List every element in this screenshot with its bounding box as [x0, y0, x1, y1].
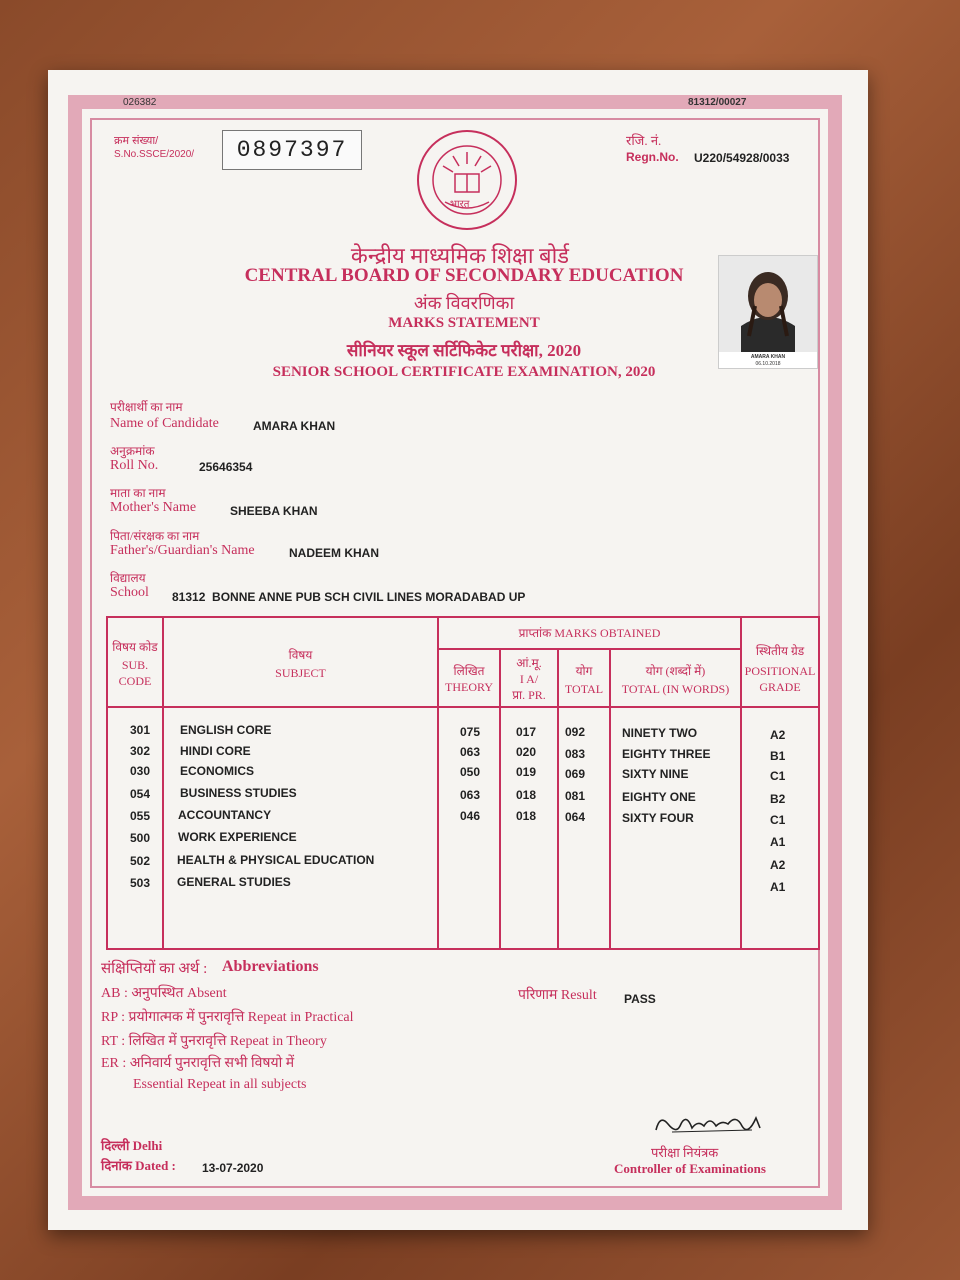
header-theory-hindi: लिखित [453, 664, 485, 678]
top-left-code: 026382 [123, 97, 157, 108]
header-words-english: TOTAL (IN WORDS) [621, 682, 730, 696]
row-grade: A1 [770, 880, 786, 894]
school-value: 81312 BONNE ANNE PUB SCH CIVIL LINES MORADABAD UP [172, 590, 526, 604]
board-name-english: CENTRAL BOARD OF SECONDARY EDUCATION [244, 265, 684, 286]
abbr-repeat-practical: RP : प्रयोगात्मक में पुनरावृत्ति Repeat in Practical [101, 1010, 354, 1025]
row-grade: C1 [770, 769, 786, 783]
controller-hindi: परीक्षा नियंत्रक [651, 1145, 719, 1160]
row-ia: 019 [516, 765, 537, 779]
row-words: SIXTY FOUR [622, 811, 694, 825]
dated-value: 13-07-2020 [202, 1161, 264, 1175]
row-grade: C1 [770, 813, 786, 827]
school-label-hindi: विद्यालय [110, 571, 146, 585]
header-grade-english: POSITIONAL [744, 664, 816, 678]
row-ia: 018 [516, 788, 537, 802]
row-total: 092 [565, 725, 586, 739]
regn-label-hindi: रजि. नं. [626, 133, 662, 148]
row-code: 301 [130, 723, 151, 737]
row-grade: A2 [770, 728, 786, 742]
row-theory: 075 [460, 725, 481, 739]
row-theory: 046 [460, 809, 481, 823]
row-theory: 050 [460, 765, 481, 779]
roll-number-value: 25646354 [199, 460, 253, 474]
row-code: 054 [130, 787, 151, 801]
abbreviations-title-hindi: संक्षिप्तियों का अर्थ : [101, 961, 208, 977]
row-subject: BUSINESS STUDIES [180, 786, 297, 800]
row-theory: 063 [460, 788, 481, 802]
row-total: 069 [565, 767, 586, 781]
header-code-en2: CODE [118, 674, 152, 688]
father-label: Father's/Guardian's Name [110, 543, 255, 558]
header-theory-english: THEORY [445, 680, 493, 694]
header-grade-hindi: स्थितीय ग्रेड [755, 644, 805, 658]
father-name-value: NADEEM KHAN [289, 546, 379, 560]
photo-name: AMARA KHAN [750, 354, 786, 360]
header-subject-english: SUBJECT [275, 666, 326, 680]
abbr-absent: AB : अनुपस्थित Absent [101, 986, 227, 1001]
row-ia: 017 [516, 725, 537, 739]
logo-caption: भारत [450, 199, 470, 210]
abbr-repeat-theory: RT : लिखित में पुनरावृत्ति Repeat in Theory [101, 1034, 327, 1049]
mother-label-hindi: माता का नाम [110, 486, 166, 500]
row-grade: A2 [770, 858, 786, 872]
abbr-essential-repeat-english: Essential Repeat in all subjects [133, 1077, 307, 1092]
cbse-logo-icon [415, 128, 519, 232]
mother-name-value: SHEEBA KHAN [230, 504, 318, 518]
row-code: 030 [130, 764, 151, 778]
header-grade-english2: GRADE [759, 680, 801, 694]
controller-english: Controller of Examinations [614, 1161, 766, 1176]
row-words: EIGHTY THREE [622, 747, 711, 761]
serial-number: 0897397 [222, 130, 362, 170]
row-total: 081 [565, 789, 586, 803]
row-subject: ENGLISH CORE [180, 723, 272, 737]
row-divider [437, 648, 740, 650]
header-marks-obtained: प्राप्तांक MARKS OBTAINED [518, 626, 661, 640]
father-label-hindi: पिता/संरक्षक का नाम [110, 529, 200, 543]
row-total: 083 [565, 747, 586, 761]
dated-label: दिनांक Dated : [101, 1158, 176, 1173]
header-code-en: SUB. [121, 658, 149, 672]
header-total-english: TOTAL [564, 682, 604, 696]
place: दिल्ली Delhi [101, 1138, 163, 1153]
row-grade: B2 [770, 792, 786, 806]
statement-hindi: अंक विवरणिका [413, 293, 515, 313]
header-words-hindi: योग (शब्दों में) [645, 664, 706, 678]
row-words: NINETY TWO [622, 726, 698, 740]
result-label: परिणाम Result [518, 988, 597, 1003]
regn-label-english: Regn.No. [626, 150, 679, 164]
candidate-name-value: AMARA KHAN [253, 419, 336, 433]
marks-table [106, 616, 820, 950]
row-grade: A1 [770, 835, 786, 849]
row-grade: B1 [770, 749, 786, 763]
row-code: 055 [130, 809, 151, 823]
photo-date: 06.10.2018 [755, 361, 781, 367]
candidate-name-label: Name of Candidate [110, 416, 219, 431]
row-subject: WORK EXPERIENCE [178, 830, 297, 844]
header-subject-hindi: विषय [288, 648, 313, 662]
header-divider [108, 706, 818, 708]
row-subject: ACCOUNTANCY [178, 808, 272, 822]
row-subject: HEALTH & PHYSICAL EDUCATION [177, 853, 375, 867]
header-code-hindi: विषय कोड [112, 640, 158, 654]
exam-name-english: SENIOR SCHOOL CERTIFICATE EXAMINATION, 2020 [272, 364, 656, 380]
row-words: EIGHTY ONE [622, 790, 696, 804]
top-right-code: 81312/00027 [688, 97, 747, 108]
row-code: 500 [130, 831, 151, 845]
serial-label-hindi: क्रम संख्या/ [114, 135, 159, 147]
abbr-essential-repeat: ER : अनिवार्य पुनरावृत्ति सभी विषयो में [101, 1056, 295, 1071]
row-subject: ECONOMICS [180, 764, 255, 778]
signature-icon [652, 1106, 770, 1145]
candidate-photo [718, 255, 818, 369]
abbreviations-title: Abbreviations [222, 958, 319, 975]
row-code: 302 [130, 744, 151, 758]
result-value: PASS [624, 992, 656, 1006]
row-ia: 018 [516, 809, 537, 823]
row-total: 064 [565, 810, 586, 824]
statement-english: MARKS STATEMENT [388, 315, 540, 331]
row-words: SIXTY NINE [622, 767, 689, 781]
board-name-hindi: केन्द्रीय माध्यमिक शिक्षा बोर्ड [350, 243, 570, 268]
row-code: 502 [130, 854, 151, 868]
exam-name-hindi: सीनियर स्कूल सर्टिफिकेट परीक्षा, 2020 [346, 341, 582, 360]
candidate-name-label-hindi: परीक्षार्थी का नाम [110, 400, 183, 414]
roll-label: Roll No. [110, 458, 159, 473]
row-code: 503 [130, 876, 151, 890]
mother-label: Mother's Name [110, 500, 197, 515]
row-theory: 063 [460, 745, 481, 759]
row-subject: GENERAL STUDIES [177, 875, 291, 889]
regn-number: U220/54928/0033 [694, 151, 790, 165]
header-ia-english: I A/ [519, 672, 539, 686]
header-practical: प्रा. PR. [512, 688, 546, 702]
serial-label-english: S.No.SSCE/2020/ [114, 149, 195, 160]
row-ia: 020 [516, 745, 537, 759]
roll-label-hindi: अनुक्रमांक [110, 444, 155, 458]
header-total-hindi: योग [575, 664, 593, 678]
row-subject: HINDI CORE [180, 744, 251, 758]
header-ia-hindi: आं.मू. [516, 656, 542, 670]
school-label: School [110, 585, 149, 600]
